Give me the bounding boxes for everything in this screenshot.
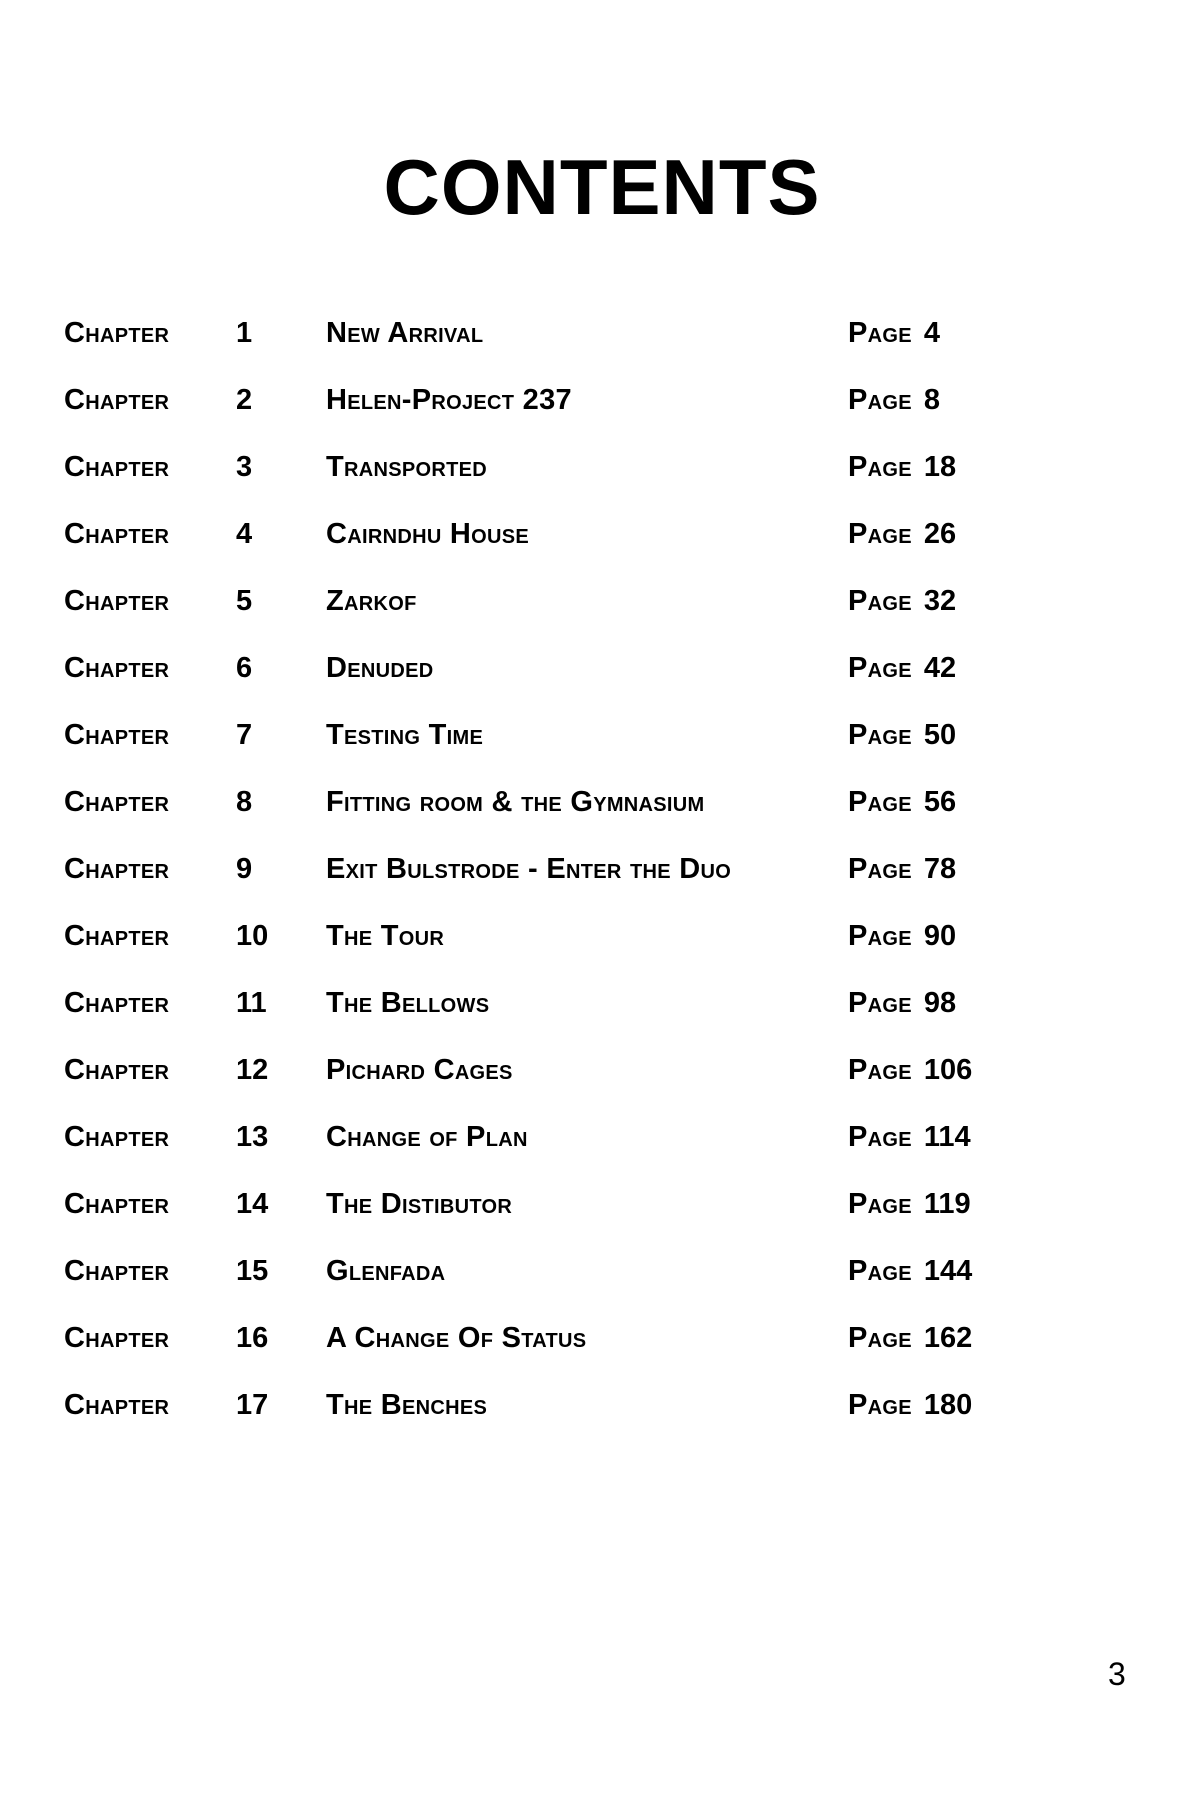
chapter-number: 13 bbox=[236, 1121, 269, 1153]
chapter-title: The Bellows bbox=[326, 987, 490, 1019]
page-value: 8 bbox=[923, 384, 941, 416]
chapter-title: Transported bbox=[326, 451, 488, 483]
page-value: 18 bbox=[923, 451, 957, 483]
page-value: 144 bbox=[923, 1255, 973, 1287]
chapter-label: Chapter bbox=[64, 920, 170, 952]
chapter-title: The Distibutor bbox=[326, 1188, 513, 1220]
page-value: 90 bbox=[923, 920, 957, 952]
chapter-number: 4 bbox=[236, 518, 253, 550]
chapter-number: 6 bbox=[236, 652, 253, 684]
toc-row bbox=[0, 983, 1204, 1050]
chapter-label: Chapter bbox=[64, 1322, 170, 1354]
toc-row bbox=[0, 1318, 1204, 1385]
toc-row bbox=[0, 1050, 1204, 1117]
toc-row bbox=[0, 648, 1204, 715]
page-value: 26 bbox=[923, 518, 957, 550]
chapter-title: Fitting room & the Gymnasium bbox=[326, 786, 705, 818]
page-label: Page bbox=[848, 585, 912, 617]
toc-row bbox=[0, 313, 1204, 380]
toc-row bbox=[0, 1184, 1204, 1251]
chapter-title: The Benches bbox=[326, 1389, 488, 1421]
toc-row bbox=[0, 849, 1204, 916]
chapter-title: The Tour bbox=[326, 920, 445, 952]
page-value: 42 bbox=[923, 652, 957, 684]
chapter-title: Zarkof bbox=[326, 585, 417, 617]
page-value: 56 bbox=[923, 786, 957, 818]
page-reference bbox=[848, 916, 956, 956]
chapter-label: Chapter bbox=[64, 719, 170, 751]
page-value: 78 bbox=[923, 853, 957, 885]
toc-row bbox=[0, 1251, 1204, 1318]
page-number: 3 bbox=[1108, 1656, 1126, 1692]
chapter-number: 14 bbox=[236, 1188, 269, 1220]
chapter-number: 16 bbox=[236, 1322, 269, 1354]
chapter-label: Chapter bbox=[64, 518, 170, 550]
page-value: 180 bbox=[923, 1389, 973, 1421]
page-reference bbox=[848, 983, 956, 1023]
chapter-number: 7 bbox=[236, 719, 253, 751]
chapter-label: Chapter bbox=[64, 585, 170, 617]
toc-row bbox=[0, 715, 1204, 782]
chapter-title: Cairndhu House bbox=[326, 518, 530, 550]
chapter-title: Helen-Project 237 bbox=[326, 384, 572, 416]
toc-row bbox=[0, 447, 1204, 514]
table-of-contents bbox=[0, 313, 1204, 1452]
page-label: Page bbox=[848, 920, 912, 952]
page-reference bbox=[848, 447, 956, 487]
page-value: 50 bbox=[923, 719, 957, 751]
chapter-label: Chapter bbox=[64, 853, 170, 885]
page-label: Page bbox=[848, 1322, 912, 1354]
chapter-number: 9 bbox=[236, 853, 253, 885]
page-value: 106 bbox=[923, 1054, 973, 1086]
chapter-label: Chapter bbox=[64, 1121, 170, 1153]
page-reference bbox=[848, 380, 940, 420]
chapter-number: 11 bbox=[236, 987, 267, 1019]
chapter-number: 1 bbox=[236, 317, 253, 349]
toc-row bbox=[0, 514, 1204, 581]
chapter-title: New Arrival bbox=[326, 317, 484, 349]
chapter-label: Chapter bbox=[64, 652, 170, 684]
chapter-label: Chapter bbox=[64, 384, 170, 416]
page-value: 114 bbox=[923, 1121, 971, 1153]
page-reference bbox=[848, 782, 956, 822]
page-value: 32 bbox=[923, 585, 957, 617]
chapter-label: Chapter bbox=[64, 451, 170, 483]
toc-row bbox=[0, 782, 1204, 849]
page-title: CONTENTS bbox=[383, 143, 821, 231]
chapter-title: A Change Of Status bbox=[326, 1322, 587, 1354]
chapter-title: Testing Time bbox=[326, 719, 484, 751]
chapter-title: Pichard Cages bbox=[326, 1054, 513, 1086]
page-label: Page bbox=[848, 451, 912, 483]
page-reference bbox=[848, 1184, 971, 1224]
page-label: Page bbox=[848, 1054, 912, 1086]
page-reference bbox=[848, 581, 956, 621]
chapter-number: 3 bbox=[236, 451, 253, 483]
page-reference bbox=[848, 1050, 972, 1090]
page-reference bbox=[848, 514, 956, 554]
chapter-label: Chapter bbox=[64, 317, 170, 349]
page-label: Page bbox=[848, 317, 912, 349]
page-label: Page bbox=[848, 1188, 912, 1220]
page-reference bbox=[848, 313, 940, 353]
toc-row bbox=[0, 581, 1204, 648]
page-label: Page bbox=[848, 786, 912, 818]
chapter-number: 8 bbox=[236, 786, 253, 818]
page-reference bbox=[848, 1385, 972, 1425]
toc-row bbox=[0, 1385, 1204, 1452]
page-reference bbox=[848, 849, 956, 889]
page-reference bbox=[848, 648, 956, 688]
chapter-title: Change of Plan bbox=[326, 1121, 528, 1153]
chapter-number: 5 bbox=[236, 585, 253, 617]
chapter-label: Chapter bbox=[64, 1188, 170, 1220]
toc-row bbox=[0, 1117, 1204, 1184]
chapter-label: Chapter bbox=[64, 1054, 170, 1086]
page-label: Page bbox=[848, 1389, 912, 1421]
page-reference bbox=[848, 1318, 972, 1358]
page-label: Page bbox=[848, 518, 912, 550]
page-value: 4 bbox=[923, 317, 941, 349]
page-value: 162 bbox=[923, 1322, 973, 1354]
page-reference bbox=[848, 1251, 972, 1291]
chapter-title: Glenfada bbox=[326, 1255, 446, 1287]
chapter-label: Chapter bbox=[64, 1389, 170, 1421]
chapter-number: 2 bbox=[236, 384, 253, 416]
toc-row bbox=[0, 380, 1204, 447]
chapter-number: 12 bbox=[236, 1054, 269, 1086]
page-label: Page bbox=[848, 719, 912, 751]
page-label: Page bbox=[848, 853, 912, 885]
page-reference bbox=[848, 1117, 971, 1157]
page-value: 98 bbox=[923, 987, 957, 1019]
chapter-title: Exit Bulstrode - Enter the Duo bbox=[326, 853, 732, 885]
page-label: Page bbox=[848, 384, 912, 416]
page-reference bbox=[848, 715, 956, 755]
page-label: Page bbox=[848, 652, 912, 684]
chapter-number: 15 bbox=[236, 1255, 269, 1287]
page-value: 119 bbox=[923, 1188, 971, 1220]
page-label: Page bbox=[848, 987, 912, 1019]
chapter-number: 10 bbox=[236, 920, 269, 952]
chapter-label: Chapter bbox=[64, 1255, 170, 1287]
chapter-label: Chapter bbox=[64, 786, 170, 818]
chapter-label: Chapter bbox=[64, 987, 170, 1019]
page-label: Page bbox=[848, 1121, 912, 1153]
page-label: Page bbox=[848, 1255, 912, 1287]
toc-row bbox=[0, 916, 1204, 983]
chapter-number: 17 bbox=[236, 1389, 269, 1421]
chapter-title: Denuded bbox=[326, 652, 434, 684]
